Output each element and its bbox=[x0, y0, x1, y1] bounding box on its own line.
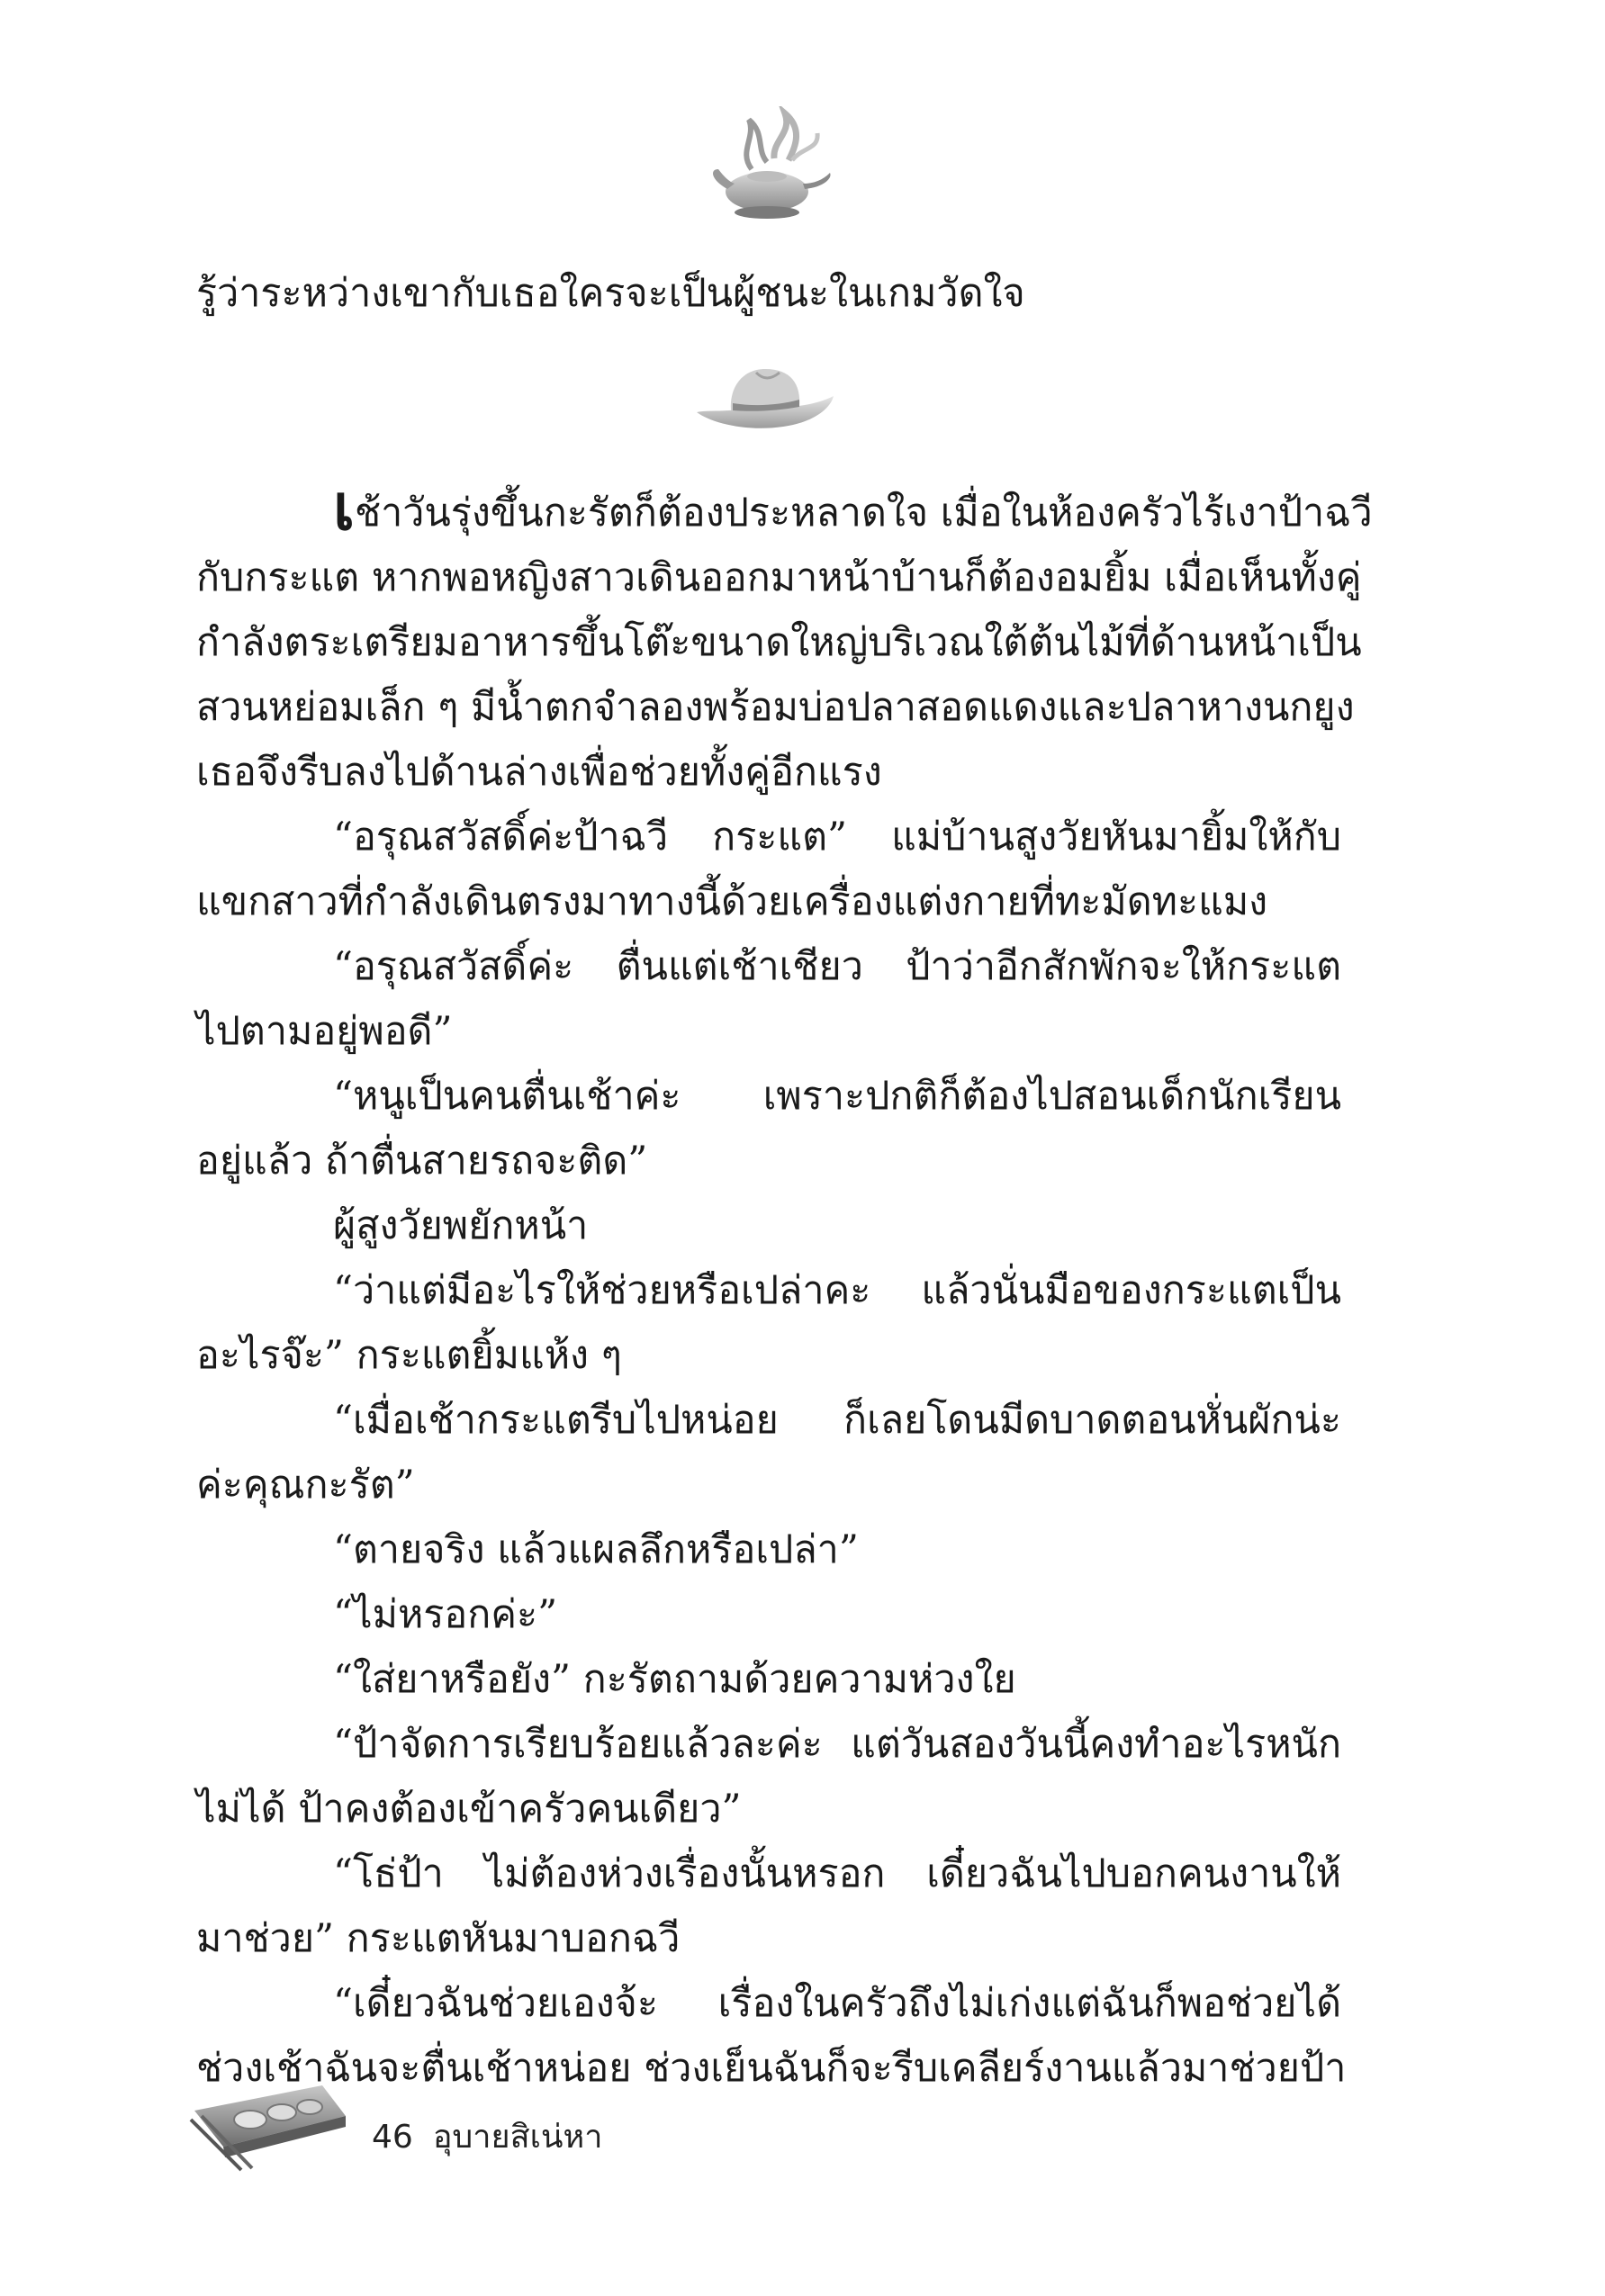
paragraph-line: “ใส่ยาหรือยัง” กะรัตถามด้วยความห่วงใย bbox=[333, 1657, 1016, 1702]
continuation-line: รู้ว่าระหว่างเขากับเธอใครจะเป็นผู้ชนะในเกมวัดใจ bbox=[196, 271, 1025, 316]
paragraph-line: มาช่วย” กระแตหันมาบอกฉวี bbox=[196, 1916, 681, 1961]
paragraph-line: กำลังตระเตรียมอาหารขึ้นโต๊ะขนาดใหญ่บริเวณใต้ต้นไม้ที่ด้านหน้าเป็น bbox=[196, 620, 1362, 665]
paragraph-line: “เดี๋ยวฉันช่วยเองจ้ะ เรื่องในครัวถึงไม่เก่งแต่ฉันก็พอช่วยได้ bbox=[333, 1981, 1341, 2026]
paragraph-line: “อรุณสวัสดิ์ค่ะป้าฉวี กระแต” แม่บ้านสูงวัยหันมายิ้มให้กับ bbox=[333, 815, 1341, 860]
paragraph-line: กับกระแต หากพอหญิงสาวเดินออกมาหน้าบ้านก็ต้องอมยิ้ม เมื่อเห็นทั้งคู่ bbox=[196, 555, 1362, 600]
paragraph-line: ไม่ได้ ป้าคงต้องเข้าครัวคนเดียว” bbox=[196, 1787, 742, 1832]
paragraph bbox=[196, 805, 1341, 934]
paragraph-line: “ป้าจัดการเรียบร้อยแล้วละค่ะ แต่วันสองวันนี้คงทำอะไรหนัก bbox=[333, 1722, 1341, 1767]
paragraph-line: ค่ะคุณกะรัต” bbox=[196, 1463, 415, 1508]
paragraph-line: เธอจึงรีบลงไปด้านล่างเพื่อช่วยทั้งคู่อีกแรง bbox=[196, 750, 882, 795]
drop-cap: เ bbox=[333, 470, 355, 545]
paragraph bbox=[196, 1193, 1341, 1258]
paragraph bbox=[196, 470, 1373, 805]
paragraph bbox=[196, 934, 1341, 1064]
footer-label bbox=[372, 2111, 602, 2162]
book-title: อุบายสิเน่หา bbox=[432, 2119, 603, 2156]
page-footer bbox=[187, 2075, 727, 2174]
paragraph-line: “อรุณสวัสดิ์ค่ะ ตื่นแต่เช้าเชียว ป้าว่าอีกสักพักจะให้กระแต bbox=[333, 944, 1341, 989]
paragraph bbox=[196, 1712, 1341, 1841]
paragraph-line: เช้าวันรุ่งขึ้นกะรัตก็ต้องประหลาดใจ เมื่อในห้องครัวไร้เงาป้าฉวี bbox=[333, 470, 1373, 545]
paragraph bbox=[196, 1517, 1341, 1582]
paragraph-line: “โธ่ป้า ไม่ต้องห่วงเรื่องนั้นหรอก เดี๋ยวฉันไปบอกคนงานให้ bbox=[333, 1851, 1341, 1896]
body-text bbox=[196, 261, 1373, 2101]
paragraph-line: “ตายจริง แล้วแผลลึกหรือเปล่า” bbox=[333, 1527, 859, 1572]
paragraph bbox=[196, 1582, 1341, 1647]
paragraph-line: อยู่แล้ว ถ้าตื่นสายรถจะติด” bbox=[196, 1139, 648, 1184]
paragraph-line: สวนหย่อมเล็ก ๆ มีน้ำตกจำลองพร้อมบ่อปลาสอดแดงและปลาหางนกยูง bbox=[196, 685, 1355, 730]
paragraph-line: “หนูเป็นคนตื่นเช้าค่ะ เพราะปกติก็ต้องไปสอนเด็กนักเรียน bbox=[333, 1074, 1341, 1119]
teapot-steam-icon bbox=[702, 106, 837, 232]
sushi-plate-chopsticks-icon bbox=[187, 2075, 349, 2174]
paragraph-line: “ว่าแต่มีอะไรให้ช่วยหรือเปล่าคะ แล้วนั่นมือของกระแตเป็น bbox=[333, 1268, 1341, 1313]
paragraph bbox=[196, 1064, 1341, 1193]
paragraph bbox=[196, 1258, 1341, 1388]
paragraph-line: แขกสาวที่กำลังเดินตรงมาทางนี้ด้วยเครื่องแต่งกายที่ทะมัดทะแมง bbox=[196, 879, 1268, 924]
page-number: 46 bbox=[372, 2119, 413, 2156]
paragraph-line: ผู้สูงวัยพยักหน้า bbox=[333, 1203, 589, 1248]
paragraph bbox=[196, 1647, 1341, 1712]
paragraph-line: “เมื่อเช้ากระแตรีบไปหน่อย ก็เลยโดนมีดบาดตอนหั่นผักน่ะ bbox=[333, 1398, 1341, 1443]
paragraph-line: “ไม่หรอกค่ะ” bbox=[333, 1592, 558, 1637]
paragraph bbox=[196, 1841, 1341, 1971]
paragraph-line: ไปตามอยู่พอดี” bbox=[196, 1009, 453, 1054]
paragraph-line: ช่วงเช้าฉันจะตื่นเช้าหน่อย ช่วงเย็นฉันก็จะรีบเคลียร์งานแล้วมาช่วยป้า bbox=[196, 2046, 1347, 2091]
paragraph bbox=[196, 1388, 1341, 1517]
paragraph-line: อะไรจ๊ะ” กระแตยิ้มแห้ง ๆ bbox=[196, 1333, 622, 1378]
